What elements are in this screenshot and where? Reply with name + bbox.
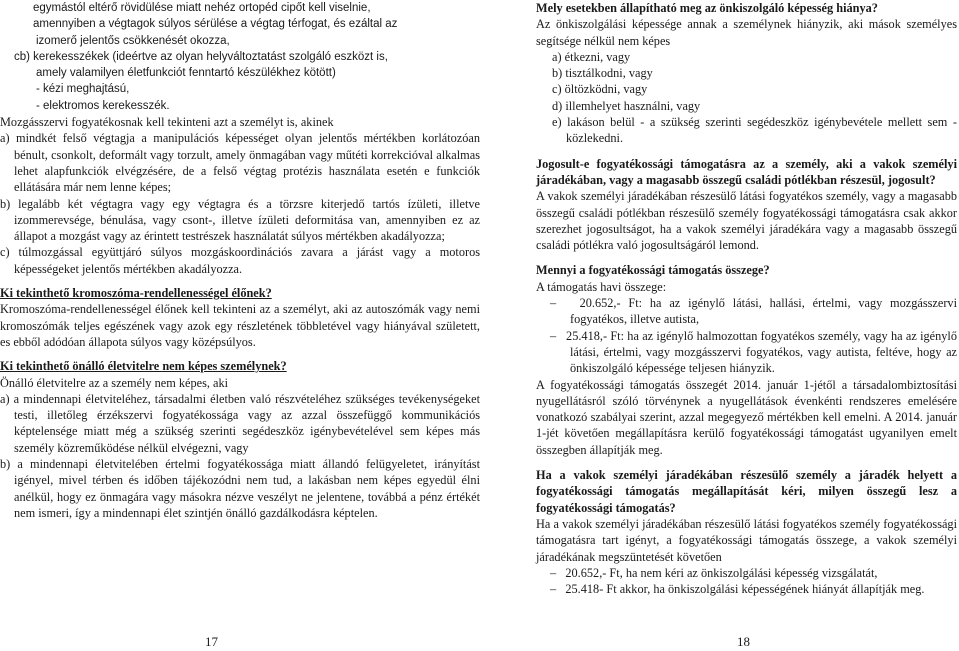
mozg-item-a: a) mindkét felső végtagja a manipulációs képességet olyan jelentős mértékben korlátozóan bénult, csonkolt, deformált vagy torzult, amely önmagában vagy műtéti korrekcióval alkalmas lehet alapfunkciók elvégzésére, de a felső végtag protézis használata esetén e funkciók ellátására már nem lenne képes;	[0, 131, 480, 195]
q4-dash-item: – 25.418- Ft akkor, ha önkiszolgálási képességének hiányát állapítják meg.	[550, 582, 925, 597]
onallo-intro: Önálló életvitelre az a személy nem képes, aki	[0, 375, 229, 390]
q3-dash-item: – 25.418,- Ft: ha az igénylő halmozottan fogyatékos személy, vagy ha az igénylő látási, értelmi, vagy mozgásszervi fogyatékos, vagy autista, feltéve, hogy az önkiszolgáló képessége teljesen hiányzik.	[550, 328, 957, 376]
q1-heading: Mely esetekben állapítható meg az önkiszolgáló képesség hiánya?	[536, 1, 878, 15]
onallo-heading: Ki tekinthető önálló életvitelre nem képes személynek?	[0, 359, 287, 374]
q4-dash-item: – 20.652,- Ft, ha nem kéri az önkiszolgálási képesség vizsgálatát,	[550, 565, 878, 580]
q4-item-text: 20.652,- Ft, ha nem kéri az önkiszolgálási képesség vizsgálatát,	[565, 565, 878, 580]
q1-item: a) étkezni, vagy	[552, 49, 631, 64]
q3-item-text: 20.652,- Ft: ha az igénylő látási, hallási, értelmi, vagy mozgásszervi fogyatékos, illetve autista,	[570, 296, 957, 327]
page-number-right: 18	[737, 634, 750, 649]
onallo-item-b: b) a mindennapi életvitelében értelmi fogyatékossága miatt állandó felügyeletet, irányítást igényel, mivel térben és időben tájékozódni nem tud, a lakásban nem képes egyedül élni anélkül, hogy ez önmagára vagy másokra nézve veszélyt ne jelentene, továbbá a pénz értékét nem ismeri, így a mindennapi élet szintjén önálló gazdálkodásra képtelen.	[0, 457, 480, 520]
intro-line-1: egymástól eltérő rövidülése miatt nehéz ortopéd cipőt kell viselnie,	[33, 2, 371, 14]
mozg-item-b: b) legalább két végtagra vagy egy végtagra és a törzsre kiterjedő tartós ízületi, illetve izommerevsége, bénulása, vagy csont-, illetve ízületi deformitása van, amennyiben ez az állapot a mozgást vagy az érintett testrészek használatát súlyos mértékben akadályozza;	[0, 196, 480, 244]
q2-heading: Jogosult-e fogyatékossági támogatásra az a személy, aki a vakok személyi járadékában, vagy a magasabb összegű családi pótlékban részesül, jogosult?	[536, 156, 957, 187]
cb-item-cont: amely valamilyen életfunkciót fenntartó készülékhez kötött)	[36, 67, 336, 80]
intro-line-2: amennyiben a végtagok súlyos sérülése a végtag térfogat, és ezáltal az	[33, 18, 398, 31]
q4-heading: Ha a vakok személyi járadékában részesülő személy a járadék helyett a fogyatékossági támogatás megállapítását kéri, milyen összegű lesz a fogyatékossági támogatás?	[536, 468, 957, 515]
cb-option-manual: - kézi meghajtású,	[36, 83, 130, 96]
q4-text: Ha a vakok személyi járadékában részesülő látási fogyatékos személy fogyatékossági támogatásra tart igényt, a fogyatékossági támogatás összege, a vakok személyi járadékának megszüntetését követően	[536, 516, 957, 564]
kromo-text: Kromoszóma-rendellenességel élőnek kell tekinteni az a személyt, aki az autoszómák vagy nemi kromoszómák teljes egészének vagy azok egy részletének többletével vagy hiányával született, es ebből adódóan állapota súlyos vagy középsúlyos.	[0, 302, 480, 349]
q4-item-text: 25.418- Ft akkor, ha önkiszolgálási képességének hiányát állapítják meg.	[565, 582, 925, 597]
page-number-left: 17	[205, 634, 218, 649]
q1-item: c) öltözködni, vagy	[552, 82, 648, 97]
cb-item: cb) kerekesszékek (ideértve az olyan helyváltoztatást szolgáló eszközt is,	[14, 50, 388, 63]
q3-text: A fogyatékossági támogatás összegét 2014. január 1-jétől a társadalombiztosítási nyugellátásról szóló törvénynek a nyugellátások évenkénti rendszeres emelésére vonatkozó szabályai szerint, azzal megegyező mértékben kell emelni. A 2014. január 1-jét követően megállapításra kerülő fogyatékossági támogatást ugyanilyen emelt összegben állapítják meg.	[536, 377, 957, 457]
q1-item: b) tisztálkodni, vagy	[552, 66, 653, 81]
q2-text: A vakok személyi járadékában részesülő látási fogyatékos személy, vagy a magasabb összegű családi pótlékban részesülő személy fogyatékossági támogatásra csak akkor szerezhet jogosultságot, ha a vakok személyi járadékára vagy a magasabb összegű családi pótlékra való jogosultságáról lemond.	[536, 189, 957, 253]
q1-item: d) illemhelyet használni, vagy	[552, 98, 701, 113]
cb-option-electric: - elektromos kerekesszék.	[36, 99, 170, 112]
onallo-item-a: a) a mindennapi életviteléhez, társadalmi életben való részvételéhez szükséges tevékenységeket testi, illetőleg érzékszervi fogyatékossága vagy az azzal összefüggő kommunikációs képtelensége miatt még a szükség szerinti segédeszköz igénybevételével sem képes más személy közreműködése nélkül elvégezni, vagy	[0, 391, 480, 455]
q3-intro: A támogatás havi összege:	[536, 279, 667, 294]
mozg-item-c: c) túlmozgással együttjáró súlyos mozgáskoordinációs zavara a járást vagy a motoros képességeket jelentős mértékben akadályozza.	[0, 245, 480, 276]
q1-item: e) lakáson belül - a szükség szerinti segédeszköz igénybevétele mellett sem - közlekedni.	[552, 115, 957, 146]
q1-text: Az önkiszolgálási képessége annak a személynek hiányzik, aki mások személyes segítsége nélkül nem képes	[536, 17, 957, 48]
mozg-intro: Mozgásszervi fogyatékosnak kell tekinteni azt a személyt is, akinek	[0, 115, 334, 130]
intro-line-3: izomerő jelentős csökkenését okozza,	[36, 34, 230, 47]
left-page-column	[0, 0, 480, 521]
q3-item-text: 25.418,- Ft: ha az igénylő halmozottan fogyatékos személy, vagy ha az igénylő látási, értelmi, vagy mozgásszervi fogyatékos, vagy autista, feltéve, hogy az önkiszolgáló képessége teljesen hiányzik.	[566, 328, 957, 376]
q3-dash-item: – 20.652,- Ft: ha az igénylő látási, hallási, értelmi, vagy mozgásszervi fogyatékos, illetve autista,	[550, 296, 957, 327]
right-page-column	[536, 0, 957, 597]
kromo-heading: Ki tekinthető kromoszóma-rendellenességel élőnek?	[0, 286, 272, 301]
q3-heading: Mennyi a fogyatékossági támogatás összege?	[536, 263, 770, 278]
